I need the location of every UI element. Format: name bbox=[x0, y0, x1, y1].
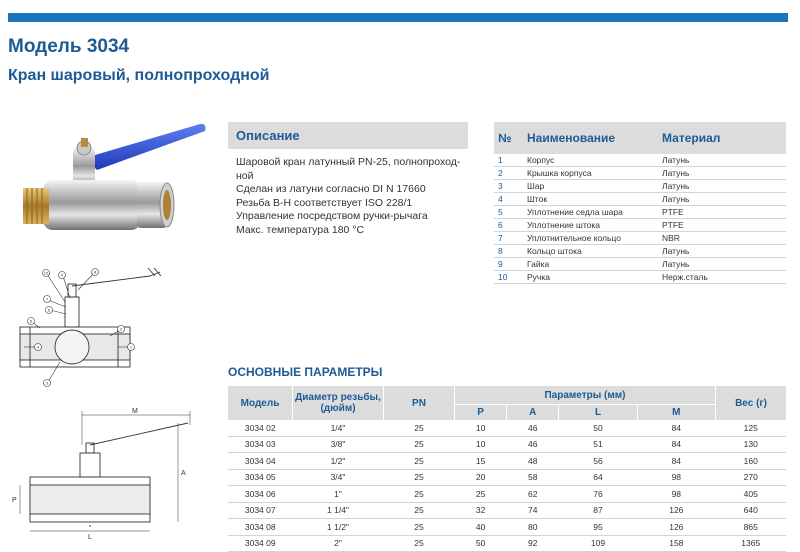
params-cell-thread: 2" bbox=[293, 535, 384, 552]
materials-cell-number: 5 bbox=[494, 206, 523, 219]
params-row bbox=[228, 420, 786, 436]
materials-cell-name: Шток bbox=[523, 193, 658, 206]
materials-cell-material: NBR bbox=[658, 232, 786, 245]
materials-cell-number: 3 bbox=[494, 180, 523, 193]
params-cell-pn: 25 bbox=[384, 486, 455, 503]
materials-cell-material: PTFE bbox=[658, 206, 786, 219]
materials-cell-number: 10 bbox=[494, 271, 523, 284]
part-number-label: 1 bbox=[129, 344, 133, 350]
params-row bbox=[228, 486, 786, 503]
params-cell-model: 3034 05 bbox=[228, 469, 293, 486]
params-cell-p: 25 bbox=[455, 486, 507, 503]
params-cell-m: 84 bbox=[637, 436, 715, 453]
params-cell-thread: 1/4" bbox=[293, 420, 384, 436]
params-cell-l: 50 bbox=[559, 420, 637, 436]
materials-cell-name: Крышка корпуса bbox=[523, 167, 658, 180]
params-cell-l: 87 bbox=[559, 502, 637, 519]
materials-row bbox=[494, 219, 786, 232]
params-row bbox=[228, 535, 786, 552]
params-cell-thread: 1 1/2" bbox=[293, 519, 384, 536]
materials-cell-number: 9 bbox=[494, 258, 523, 271]
params-cell-a: 92 bbox=[507, 535, 559, 552]
params-cell-model: 3034 03 bbox=[228, 436, 293, 453]
part-number-label: 5 bbox=[29, 318, 33, 324]
params-cell-l: 76 bbox=[559, 486, 637, 503]
dim-label-p: P bbox=[12, 497, 17, 504]
params-cell-thread: 1 1/4" bbox=[293, 502, 384, 519]
description-line: Сделан из латуни согласно DI N 17660 bbox=[236, 183, 426, 195]
params-cell-weight: 125 bbox=[716, 420, 787, 436]
description-line: Макс. температура 180 °С bbox=[236, 223, 365, 236]
materials-cell-name: Ручка bbox=[523, 271, 658, 284]
params-cell-model: 3034 08 bbox=[228, 519, 293, 536]
materials-row bbox=[494, 258, 786, 271]
description-heading: Описание bbox=[228, 122, 468, 149]
params-cell-model: 3034 09 bbox=[228, 535, 293, 552]
materials-row bbox=[494, 180, 786, 193]
params-cell-pn: 25 bbox=[384, 436, 455, 453]
params-col-pn: PN bbox=[384, 386, 455, 420]
dim-label-l: L bbox=[88, 534, 92, 540]
params-col-weight: Вес (г) bbox=[716, 386, 787, 420]
description-text bbox=[236, 156, 471, 237]
materials-cell-material: Латунь bbox=[658, 245, 786, 258]
ball-valve-photo bbox=[15, 118, 210, 248]
materials-cell-material: PTFE bbox=[658, 219, 786, 232]
materials-cell-name: Корпус bbox=[523, 154, 658, 167]
params-cell-a: 74 bbox=[507, 502, 559, 519]
materials-row bbox=[494, 193, 786, 206]
params-cell-model: 3034 04 bbox=[228, 453, 293, 470]
params-col-m: M bbox=[637, 405, 715, 421]
params-cell-weight: 160 bbox=[716, 453, 787, 470]
materials-cell-material: Латунь bbox=[658, 193, 786, 206]
materials-cell-number: 7 bbox=[494, 232, 523, 245]
params-cell-p: 50 bbox=[455, 535, 507, 552]
params-cell-l: 95 bbox=[559, 519, 637, 536]
materials-cell-name: Уплотнительное кольцо bbox=[523, 232, 658, 245]
params-cell-thread: 1" bbox=[293, 486, 384, 503]
dim-label-m: M bbox=[132, 408, 138, 415]
params-cell-m: 98 bbox=[637, 486, 715, 503]
params-cell-pn: 25 bbox=[384, 519, 455, 536]
materials-cell-name: Шар bbox=[523, 180, 658, 193]
params-cell-weight: 130 bbox=[716, 436, 787, 453]
params-row bbox=[228, 436, 786, 453]
params-col-a: A bbox=[507, 405, 559, 421]
materials-row bbox=[494, 271, 786, 284]
materials-cell-number: 4 bbox=[494, 193, 523, 206]
params-cell-model: 3034 06 bbox=[228, 486, 293, 503]
params-cell-m: 158 bbox=[637, 535, 715, 552]
params-cell-pn: 25 bbox=[384, 453, 455, 470]
params-cell-p: 10 bbox=[455, 420, 507, 436]
params-cell-thread: 1/2" bbox=[293, 453, 384, 470]
materials-cell-name: Кольцо штока bbox=[523, 245, 658, 258]
params-cell-a: 80 bbox=[507, 519, 559, 536]
params-cell-thread: 3/8" bbox=[293, 436, 384, 453]
materials-cell-number: 2 bbox=[494, 167, 523, 180]
valve-section-drawing bbox=[10, 262, 170, 397]
params-row bbox=[228, 469, 786, 486]
part-number-label: 6 bbox=[47, 307, 51, 313]
params-cell-pn: 25 bbox=[384, 502, 455, 519]
materials-row bbox=[494, 167, 786, 180]
part-number-label: 8 bbox=[93, 269, 97, 275]
params-table bbox=[228, 386, 786, 552]
materials-col-name: Наименование bbox=[523, 122, 658, 154]
page-title: Модель 3034 bbox=[8, 36, 130, 57]
materials-cell-name: Гайка bbox=[523, 258, 658, 271]
params-col-dimensions: Параметры (мм) bbox=[455, 386, 716, 405]
page-subtitle: Кран шаровый, полнопроходной bbox=[8, 67, 270, 84]
params-cell-p: 20 bbox=[455, 469, 507, 486]
params-col-l: L bbox=[559, 405, 637, 421]
params-cell-weight: 270 bbox=[716, 469, 787, 486]
params-cell-m: 126 bbox=[637, 502, 715, 519]
params-title: ОСНОВНЫЕ ПАРАМЕТРЫ bbox=[228, 365, 383, 379]
params-cell-a: 46 bbox=[507, 420, 559, 436]
top-accent-bar bbox=[8, 13, 788, 22]
params-col-p: P bbox=[455, 405, 507, 421]
materials-cell-number: 1 bbox=[494, 154, 523, 167]
description-line: Управление посредством ручки-рычага bbox=[236, 210, 428, 222]
materials-cell-material: Латунь bbox=[658, 180, 786, 193]
params-cell-a: 62 bbox=[507, 486, 559, 503]
params-cell-m: 84 bbox=[637, 420, 715, 436]
params-cell-p: 40 bbox=[455, 519, 507, 536]
params-cell-l: 64 bbox=[559, 469, 637, 486]
params-cell-weight: 405 bbox=[716, 486, 787, 503]
part-number-label: 4 bbox=[36, 344, 40, 350]
materials-col-number: № bbox=[494, 122, 523, 154]
description-line: Шаровой кран латунный PN-25, полнопроход-ной bbox=[236, 156, 461, 182]
materials-cell-material: Латунь bbox=[658, 258, 786, 271]
params-cell-p: 10 bbox=[455, 436, 507, 453]
materials-col-material: Материал bbox=[658, 122, 786, 154]
params-cell-l: 56 bbox=[559, 453, 637, 470]
params-cell-weight: 640 bbox=[716, 502, 787, 519]
part-number-label: 10 bbox=[43, 270, 49, 276]
part-number-label: 7 bbox=[45, 296, 49, 302]
dim-label-a: A bbox=[181, 470, 186, 477]
params-cell-model: 3034 07 bbox=[228, 502, 293, 519]
params-cell-m: 84 bbox=[637, 453, 715, 470]
part-number-label: 2 bbox=[119, 326, 123, 332]
materials-cell-name: Уплотнение штока bbox=[523, 219, 658, 232]
materials-cell-name: Уплотнение седла шара bbox=[523, 206, 658, 219]
params-cell-a: 46 bbox=[507, 436, 559, 453]
params-cell-thread: 3/4" bbox=[293, 469, 384, 486]
params-cell-weight: 865 bbox=[716, 519, 787, 536]
params-row bbox=[228, 502, 786, 519]
materials-row bbox=[494, 154, 786, 167]
params-cell-pn: 25 bbox=[384, 420, 455, 436]
params-cell-l: 109 bbox=[559, 535, 637, 552]
materials-row bbox=[494, 232, 786, 245]
part-number-label: 9 bbox=[60, 272, 64, 278]
params-cell-p: 32 bbox=[455, 502, 507, 519]
params-row bbox=[228, 519, 786, 536]
params-cell-pn: 25 bbox=[384, 469, 455, 486]
params-col-thread: Диаметр резьбы, (дюйм) bbox=[293, 386, 384, 420]
params-cell-weight: 1365 bbox=[716, 535, 787, 552]
materials-row bbox=[494, 206, 786, 219]
params-cell-l: 51 bbox=[559, 436, 637, 453]
valve-dimension-drawing bbox=[10, 405, 200, 540]
params-cell-m: 98 bbox=[637, 469, 715, 486]
materials-cell-material: Латунь bbox=[658, 167, 786, 180]
params-col-model: Модель bbox=[228, 386, 293, 420]
params-cell-a: 58 bbox=[507, 469, 559, 486]
description-line: Резьба В-Н соответствует ISO 228/1 bbox=[236, 196, 413, 209]
params-cell-p: 15 bbox=[455, 453, 507, 470]
params-cell-model: 3034 02 bbox=[228, 420, 293, 436]
params-cell-pn: 25 bbox=[384, 535, 455, 552]
materials-table bbox=[494, 122, 786, 284]
params-cell-a: 48 bbox=[507, 453, 559, 470]
materials-row bbox=[494, 245, 786, 258]
materials-cell-number: 6 bbox=[494, 219, 523, 232]
materials-cell-number: 8 bbox=[494, 245, 523, 258]
part-number-label: 3 bbox=[45, 380, 49, 386]
materials-cell-material: Нерж.сталь bbox=[658, 271, 786, 284]
params-cell-m: 126 bbox=[637, 519, 715, 536]
params-row bbox=[228, 453, 786, 470]
materials-cell-material: Латунь bbox=[658, 154, 786, 167]
